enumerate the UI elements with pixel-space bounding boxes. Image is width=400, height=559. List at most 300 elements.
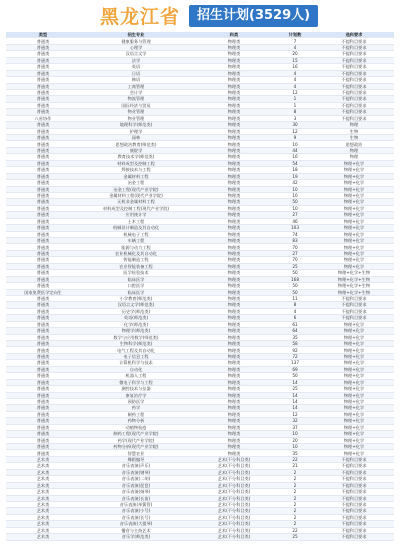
cell-major: 数学与应用数学(师范类): [80, 334, 192, 340]
cell-quota: 92: [276, 347, 314, 353]
cell-type: 普通类: [6, 263, 80, 269]
cell-quota: 44: [276, 147, 314, 153]
cell-type: 艺术类: [6, 456, 80, 462]
cell-type: 普通类: [6, 192, 80, 198]
cell-quota: 35: [276, 450, 314, 456]
cell-subject-requirement: 不提科目要求: [314, 489, 394, 495]
cell-subject-requirement: 不提科目要求: [314, 521, 394, 527]
cell-major: 电子信息工程: [80, 353, 192, 359]
cell-subject-requirement: 物理+化学: [314, 225, 394, 231]
cell-quota: 2: [276, 476, 314, 482]
cell-type: 普通类: [6, 386, 80, 392]
cell-quota: 1: [276, 102, 314, 108]
cell-major: 农业智能装备工程: [80, 263, 192, 269]
cell-major: 小学教育(师范类): [80, 295, 192, 301]
cell-subject-requirement: 不提科目要求: [314, 115, 394, 121]
cell-category: 物理类: [192, 347, 276, 353]
cell-type: 普通类: [6, 64, 80, 70]
cell-quota: 58: [276, 341, 314, 347]
cell-type: 普通类: [6, 276, 80, 282]
cell-major: 临床医学: [80, 276, 192, 282]
cell-quota: 2: [276, 469, 314, 475]
cell-quota: 2: [276, 508, 314, 514]
cell-type: 普通类: [6, 405, 80, 411]
cell-category: 物理类: [192, 167, 276, 173]
cell-subject-requirement: 物理+化学: [314, 244, 394, 250]
cell-major: 汉语言文学(师范类): [80, 302, 192, 308]
cell-major: 音乐表演(大提琴): [80, 521, 192, 527]
cell-type: 普通类: [6, 89, 80, 95]
cell-subject-requirement: 物理+化学: [314, 431, 394, 437]
cell-category: 物理类: [192, 173, 276, 179]
cell-category: 物理类: [192, 89, 276, 95]
cell-type: 普通类: [6, 379, 80, 385]
cell-type: 普通类: [6, 70, 80, 76]
cell-type: 普通类: [6, 302, 80, 308]
cell-type: 普通类: [6, 173, 80, 179]
cell-major: 音乐表演(琵琶): [80, 482, 192, 488]
cell-category: 物理类: [192, 392, 276, 398]
cell-type: 普通类: [6, 160, 80, 166]
cell-major: 动植物检疫: [80, 424, 192, 430]
cell-subject-requirement: 物理+化学: [314, 212, 394, 218]
cell-quota: 3: [276, 115, 314, 121]
cell-type: 普通类: [6, 341, 80, 347]
cell-major: 康复治疗学: [80, 392, 192, 398]
cell-type: 普通类: [6, 392, 80, 398]
enrollment-table-container: [6, 32, 394, 541]
cell-quota: 50: [276, 283, 314, 289]
cell-type: 普通类: [6, 398, 80, 404]
cell-type: 普通类: [6, 128, 80, 134]
cell-subject-requirement: 不提科目要求: [314, 463, 394, 469]
cell-type: 普通类: [6, 283, 80, 289]
cell-type: 普通类: [6, 424, 80, 430]
cell-quota: 22: [276, 527, 314, 533]
column-header-type: 类型: [6, 32, 80, 38]
cell-subject-requirement: 不提科目要求: [314, 89, 394, 95]
cell-major: 物理学(师范类): [80, 328, 192, 334]
cell-subject-requirement: 不提科目要求: [314, 482, 394, 488]
cell-type: 普通类: [6, 450, 80, 456]
cell-major: 智能制造工程: [80, 257, 192, 263]
cell-category: 物理类: [192, 44, 276, 50]
cell-subject-requirement: 不提科目要求: [314, 514, 394, 520]
cell-type: 普通类: [6, 418, 80, 424]
cell-subject-requirement: 不提科目要求: [314, 96, 394, 102]
cell-subject-requirement: 物理+化学: [314, 173, 394, 179]
cell-major: 机器人工程: [80, 373, 192, 379]
cell-type: 普通类: [6, 366, 80, 372]
cell-category: 物理类: [192, 154, 276, 160]
cell-subject-requirement: 物理+化学: [314, 186, 394, 192]
cell-category: 物理类: [192, 83, 276, 89]
cell-quota: 19: [276, 173, 314, 179]
cell-quota: 10: [276, 192, 314, 198]
cell-category: 物理类: [192, 315, 276, 321]
cell-quota: 27: [276, 250, 314, 256]
cell-quota: 137: [276, 360, 314, 366]
cell-subject-requirement: 物理+化学: [314, 360, 394, 366]
cell-category: 物理类: [192, 141, 276, 147]
cell-major: 韩语: [80, 77, 192, 83]
page-header: [0, 0, 400, 32]
cell-quota: 2: [276, 514, 314, 520]
cell-subject-requirement: 不提科目要求: [314, 38, 394, 44]
cell-type: 普通类: [6, 334, 80, 340]
cell-type: 普通类: [6, 57, 80, 63]
cell-type: 普通类: [6, 257, 80, 263]
cell-type: 普通类: [6, 167, 80, 173]
cell-major: 护理学: [80, 128, 192, 134]
cell-subject-requirement: 不提科目要求: [314, 51, 394, 57]
cell-quota: 27: [276, 212, 314, 218]
cell-quota: 83: [276, 238, 314, 244]
cell-category: 艺术(不分科目类): [192, 521, 276, 527]
cell-subject-requirement: 物理+化学: [314, 167, 394, 173]
cell-subject-requirement: 物理+化学: [314, 250, 394, 256]
cell-quota: 50: [276, 289, 314, 295]
cell-major: 汉语言文学: [80, 51, 192, 57]
cell-type: 艺术类: [6, 489, 80, 495]
cell-subject-requirement: 不提科目要求: [314, 295, 394, 301]
cell-quota: 2: [276, 482, 314, 488]
cell-quota: 16: [276, 64, 314, 70]
cell-major: 音乐表演(钢琴): [80, 469, 192, 475]
cell-major: 音乐表演(小号): [80, 508, 192, 514]
cell-subject-requirement: 物理+化学: [314, 444, 394, 450]
cell-subject-requirement: 物理+化学: [314, 366, 394, 372]
cell-category: 物理类: [192, 353, 276, 359]
cell-category: 物理类: [192, 238, 276, 244]
cell-category: 物理类: [192, 147, 276, 153]
cell-type: 普通类: [6, 38, 80, 44]
cell-type: 国家免费医学定向生: [6, 289, 80, 295]
cell-subject-requirement: 物理+化学+生物: [314, 289, 394, 295]
cell-subject-requirement: 不提科目要求: [314, 44, 394, 50]
cell-major: 车辆工程: [80, 238, 192, 244]
cell-category: 物理类: [192, 295, 276, 301]
cell-subject-requirement: 物理+化学: [314, 347, 394, 353]
cell-major: 测控技术与仪器: [80, 386, 192, 392]
cell-category: 艺术(不分科目类): [192, 489, 276, 495]
cell-category: 艺术(不分科目类): [192, 469, 276, 475]
cell-major: 预防医学: [80, 398, 192, 404]
cell-quota: 21: [276, 463, 314, 469]
cell-category: 艺术(不分科目类): [192, 514, 276, 520]
cell-type: 普通类: [6, 244, 80, 250]
cell-category: 物理类: [192, 366, 276, 372]
cell-quota: 70: [276, 257, 314, 263]
cell-category: 物理类: [192, 51, 276, 57]
cell-subject-requirement: 物理+化学: [314, 205, 394, 211]
cell-quota: 46: [276, 218, 314, 224]
table-row: [6, 534, 394, 540]
cell-quota: 50: [276, 199, 314, 205]
cell-major: 会计学: [80, 89, 192, 95]
cell-quota: 7: [276, 38, 314, 44]
cell-major: 音乐表演(扬琴): [80, 489, 192, 495]
cell-subject-requirement: 物理+化学: [314, 257, 394, 263]
cell-major: 药学: [80, 405, 192, 411]
enrollment-table: [6, 32, 394, 541]
cell-quota: 9: [276, 135, 314, 141]
cell-category: 物理类: [192, 437, 276, 443]
cell-type: 普通类: [6, 199, 80, 205]
cell-quota: 30: [276, 122, 314, 128]
cell-type: 艺术类: [6, 534, 80, 540]
cell-major: 历史学(师范类): [80, 308, 192, 314]
cell-major: 医学检验技术: [80, 270, 192, 276]
cell-category: 物理类: [192, 115, 276, 121]
cell-quota: 16: [276, 154, 314, 160]
cell-quota: 1: [276, 96, 314, 102]
cell-category: 物理类: [192, 450, 276, 456]
cell-category: 物理类: [192, 418, 276, 424]
page-title: 黑龙江省: [100, 6, 181, 28]
cell-type: 普通类: [6, 205, 80, 211]
cell-type: 艺术类: [6, 463, 80, 469]
cell-type: 普通类: [6, 444, 80, 450]
cell-category: 物理类: [192, 424, 276, 430]
cell-major: 材料成型及控制工程: [80, 160, 192, 166]
cell-major: 药物分析(现代产业学院): [80, 444, 192, 450]
cell-subject-requirement: 不提科目要求: [314, 77, 394, 83]
cell-quota: 25: [276, 263, 314, 269]
cell-quota: 4: [276, 44, 314, 50]
cell-quota: 8: [276, 109, 314, 115]
cell-quota: 8: [276, 302, 314, 308]
cell-subject-requirement: 不提科目要求: [314, 57, 394, 63]
cell-quota: 6: [276, 315, 314, 321]
cell-major: 临床医学: [80, 289, 192, 295]
cell-quota: 64: [276, 328, 314, 334]
cell-subject-requirement: 物理: [314, 147, 394, 153]
cell-subject-requirement: 不提科目要求: [314, 534, 394, 540]
cell-type: 普通类: [6, 122, 80, 128]
cell-category: 物理类: [192, 57, 276, 63]
cell-type: 普通类: [6, 96, 80, 102]
column-header-major: 招生专业: [80, 32, 192, 38]
cell-quota: 4: [276, 70, 314, 76]
cell-quota: 12: [276, 411, 314, 417]
cell-subject-requirement: 物理+化学: [314, 353, 394, 359]
cell-subject-requirement: 物理+化学: [314, 238, 394, 244]
cell-major: 焊接技术与工程: [80, 167, 192, 173]
column-header-category: 科类: [192, 32, 276, 38]
cell-major: 制药工程: [80, 411, 192, 417]
cell-category: 物理类: [192, 212, 276, 218]
cell-quota: 10: [276, 205, 314, 211]
cell-category: 物理类: [192, 205, 276, 211]
cell-major: 制药工程(现代产业学院): [80, 431, 192, 437]
cell-major: 思想政治教育(师范类): [80, 141, 192, 147]
cell-category: 艺术(不分科目类): [192, 476, 276, 482]
cell-subject-requirement: 不提科目要求: [314, 501, 394, 507]
cell-quota: 32: [276, 418, 314, 424]
cell-quota: 4: [276, 308, 314, 314]
cell-major: 药物分析: [80, 418, 192, 424]
cell-category: 物理类: [192, 289, 276, 295]
cell-quota: 4: [276, 83, 314, 89]
cell-subject-requirement: 不提科目要求: [314, 476, 394, 482]
cell-major: 农业机械化及其自动化: [80, 250, 192, 256]
cell-type: 普通类: [6, 147, 80, 153]
cell-category: 物理类: [192, 38, 276, 44]
column-header-quota: 计划数: [276, 32, 314, 38]
cell-major: 冶金工程: [80, 180, 192, 186]
cell-category: 物理类: [192, 386, 276, 392]
cell-type: 普通类: [6, 231, 80, 237]
cell-category: 物理类: [192, 64, 276, 70]
cell-major: 生物科学(师范类): [80, 341, 192, 347]
cell-quota: 54: [276, 160, 314, 166]
cell-quota: 10: [276, 186, 314, 192]
cell-subject-requirement: 物理+化学: [314, 392, 394, 398]
cell-type: 艺术类: [6, 476, 80, 482]
cell-quota: 20: [276, 51, 314, 57]
cell-major: 音乐表演(声乐): [80, 463, 192, 469]
cell-major: 音乐表演(二胡): [80, 476, 192, 482]
cell-category: 物理类: [192, 70, 276, 76]
cell-category: 物理类: [192, 444, 276, 450]
cell-major: 音乐学(师范类): [80, 534, 192, 540]
cell-category: 物理类: [192, 128, 276, 134]
cell-type: 艺术类: [6, 514, 80, 520]
cell-category: 物理类: [192, 321, 276, 327]
cell-type: 普通类: [6, 238, 80, 244]
cell-quota: 69: [276, 366, 314, 372]
cell-subject-requirement: 不提科目要求: [314, 315, 394, 321]
cell-type: 普通类: [6, 135, 80, 141]
cell-category: 物理类: [192, 199, 276, 205]
cell-quota: 2: [276, 501, 314, 507]
cell-subject-requirement: 物理+化学: [314, 160, 394, 166]
cell-quota: 35: [276, 334, 314, 340]
cell-major: 化学(师范类): [80, 321, 192, 327]
cell-quota: 2: [276, 521, 314, 527]
cell-category: 物理类: [192, 96, 276, 102]
cell-major: 机械电子工程: [80, 231, 192, 237]
cell-type: 普通类: [6, 328, 80, 334]
cell-subject-requirement: 思想政治: [314, 141, 394, 147]
cell-type: 艺术类: [6, 521, 80, 527]
cell-category: 物理类: [192, 218, 276, 224]
cell-subject-requirement: 不提科目要求: [314, 508, 394, 514]
cell-category: 艺术(不分科目类): [192, 527, 276, 533]
cell-category: 物理类: [192, 192, 276, 198]
cell-category: 物理类: [192, 328, 276, 334]
cell-type: 艺术类: [6, 482, 80, 488]
cell-type: 普通类: [6, 102, 80, 108]
cell-type: 八省协作: [6, 115, 80, 121]
cell-quota: 14: [276, 405, 314, 411]
cell-subject-requirement: 物理+化学: [314, 373, 394, 379]
cell-category: 物理类: [192, 102, 276, 108]
cell-subject-requirement: 物理+化学: [314, 218, 394, 224]
cell-type: 艺术类: [6, 508, 80, 514]
cell-category: 物理类: [192, 398, 276, 404]
cell-subject-requirement: 物理: [314, 154, 394, 160]
cell-type: 普通类: [6, 411, 80, 417]
cell-major: 英语(师范类): [80, 315, 192, 321]
cell-type: 普通类: [6, 308, 80, 314]
cell-category: 物理类: [192, 270, 276, 276]
cell-major: 土木工程: [80, 218, 192, 224]
cell-type: 普通类: [6, 218, 80, 224]
cell-quota: 4: [276, 77, 314, 83]
cell-quota: 15: [276, 57, 314, 63]
cell-category: 艺术(不分科目类): [192, 508, 276, 514]
cell-major: 康院学: [80, 147, 192, 153]
cell-subject-requirement: 物理+化学+生物: [314, 270, 394, 276]
cell-major: 物流管理: [80, 96, 192, 102]
cell-quota: 74: [276, 231, 314, 237]
cell-category: 物理类: [192, 276, 276, 282]
cell-category: 物理类: [192, 135, 276, 141]
cell-quota: 2: [276, 489, 314, 495]
cell-category: 物理类: [192, 263, 276, 269]
cell-category: 艺术(不分科目类): [192, 463, 276, 469]
cell-type: 普通类: [6, 295, 80, 301]
cell-subject-requirement: 不提科目要求: [314, 83, 394, 89]
cell-type: 普通类: [6, 154, 80, 160]
cell-major: 工商管理: [80, 83, 192, 89]
cell-subject-requirement: 物理+化学: [314, 437, 394, 443]
cell-type: 普通类: [6, 270, 80, 276]
cell-quota: 103: [276, 225, 314, 231]
cell-category: 物理类: [192, 334, 276, 340]
cell-subject-requirement: 不提科目要求: [314, 109, 394, 115]
cell-subject-requirement: 物理+化学+生物: [314, 276, 394, 282]
cell-major: 国际经济与贸易: [80, 102, 192, 108]
cell-major: 心理学: [80, 44, 192, 50]
cell-subject-requirement: 物理+化学+生物: [314, 283, 394, 289]
cell-subject-requirement: 物理+化学: [314, 379, 394, 385]
cell-subject-requirement: 不提科目要求: [314, 302, 394, 308]
cell-subject-requirement: 物理+化学: [314, 418, 394, 424]
cell-major: 口腔医学: [80, 283, 192, 289]
cell-major: 金属材料工程(现代产业学院): [80, 192, 192, 198]
cell-quota: 20: [276, 437, 314, 443]
cell-subject-requirement: 物理+化学: [314, 180, 394, 186]
column-header-subject-requirement: 选科要求: [314, 32, 394, 38]
cell-category: 物理类: [192, 250, 276, 256]
cell-category: 物理类: [192, 379, 276, 385]
cell-subject-requirement: 物理+化学: [314, 341, 394, 347]
cell-quota: 42: [276, 180, 314, 186]
cell-type: 普通类: [6, 44, 80, 50]
cell-subject-requirement: 物理+化学: [314, 334, 394, 340]
cell-major: 机械设计制造及其自动化: [80, 225, 192, 231]
cell-quota: 61: [276, 321, 314, 327]
cell-subject-requirement: 物理+化学: [314, 424, 394, 430]
cell-major: 冶金工程(现代产业学院): [80, 186, 192, 192]
table-body: [6, 38, 394, 540]
cell-type: 普通类: [6, 83, 80, 89]
cell-major: 无机非金属材料工程: [80, 199, 192, 205]
cell-category: 物理类: [192, 180, 276, 186]
cell-quota: 12: [276, 89, 314, 95]
cell-type: 普通类: [6, 431, 80, 437]
cell-quota: 168: [276, 276, 314, 282]
cell-major: 微电子科学与工程: [80, 379, 192, 385]
cell-type: 普通类: [6, 186, 80, 192]
cell-major: 播音与主持艺术: [80, 527, 192, 533]
cell-subject-requirement: 物理+化学: [314, 231, 394, 237]
cell-type: 普通类: [6, 373, 80, 379]
cell-type: 普通类: [6, 321, 80, 327]
